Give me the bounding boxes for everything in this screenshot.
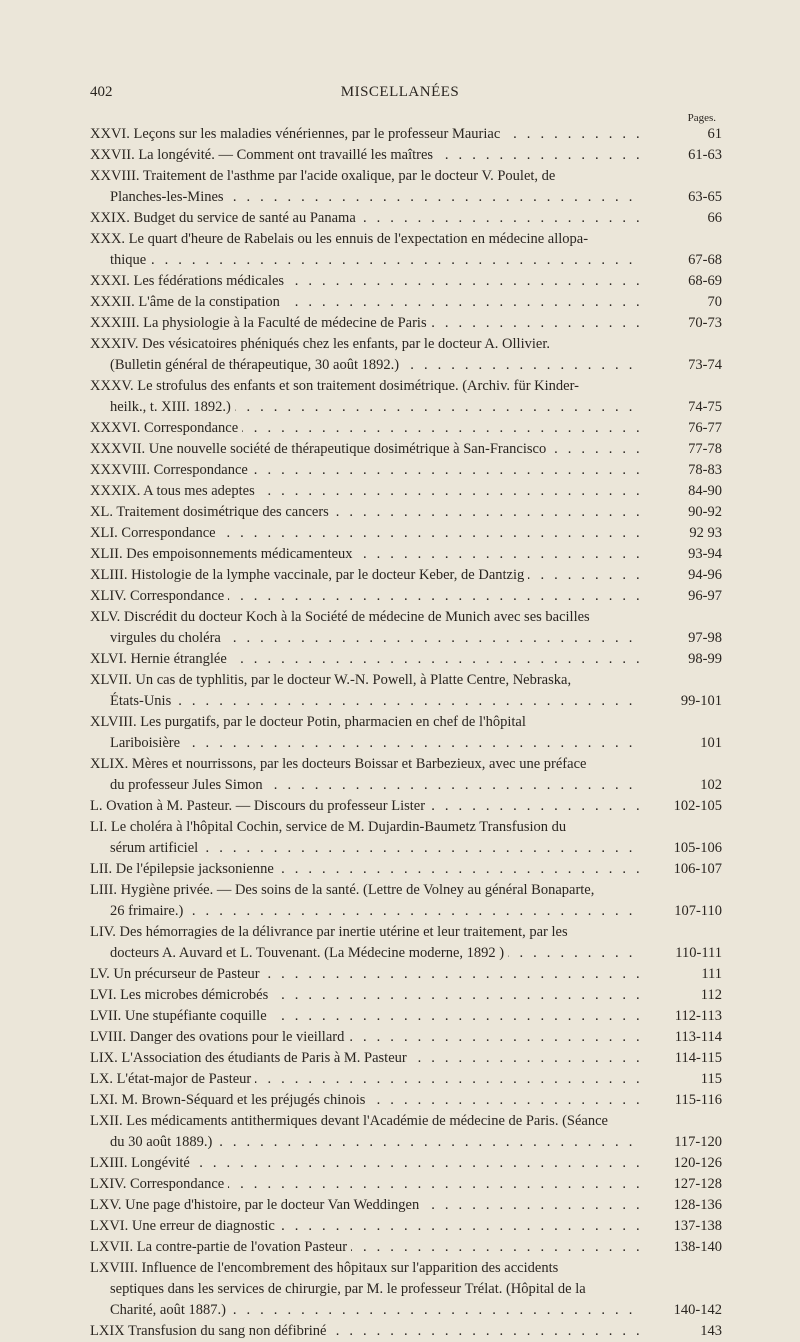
page-header (90, 84, 710, 108)
toc-entry (90, 460, 722, 481)
toc-entry-text: LII. De l'épilepsie jacksonienne (90, 861, 278, 877)
toc-entry (90, 754, 722, 796)
toc-entry (90, 859, 722, 880)
toc-entry-page: 107-110 (642, 901, 722, 922)
toc-entry-page: 94-96 (642, 565, 722, 586)
toc-entry (90, 166, 722, 208)
toc-entry-line (90, 649, 722, 670)
toc-entry-text: XXXIX. A tous mes adeptes (90, 483, 259, 499)
toc-entry-text: XXXIII. La physiologie à la Faculté de médecine de Paris (90, 315, 431, 331)
toc-entry-text: LXIII. Longévité (90, 1155, 194, 1171)
toc-entry (90, 1048, 722, 1069)
toc-entry-line (90, 922, 722, 943)
toc-entry (90, 502, 722, 523)
toc-entry-text: XXVIII. Traitement de l'asthme par l'acide oxalique, par le docteur V. Poulet, de (90, 168, 556, 184)
running-title: MISCELLANÉES (340, 84, 460, 100)
toc-entry-line (90, 208, 722, 229)
toc-entry-text: LVII. Une stupéfiante coquille (90, 1008, 271, 1024)
toc-entry-text: XL. Traitement dosimétrique des cancers (90, 504, 333, 520)
toc-entry-page: 113-114 (642, 1027, 722, 1048)
toc-entry-text: Charité, août 1887.) (110, 1302, 230, 1318)
toc-entry-line (90, 1090, 722, 1111)
toc-entry (90, 586, 722, 607)
toc-entry-text: XXX. Le quart d'heure de Rabelais ou les ennuis de l'expectation en médecine allopa- (90, 231, 589, 247)
toc-entry-page: 105-106 (642, 838, 722, 859)
toc-entry-line (90, 481, 722, 502)
toc-entry-text: XLIX. Mères et nourrissons, par les docteurs Boissar et Barbezieux, avec une préface (90, 756, 587, 772)
toc-entry-line (90, 523, 722, 544)
toc-entry-page: 90-92 (642, 502, 722, 523)
toc-entry-page: 70 (642, 292, 722, 313)
toc-entry-page: 66 (642, 208, 722, 229)
toc-entry-page: 140-142 (642, 1300, 722, 1321)
toc-entry (90, 271, 722, 292)
toc-entry-page: 77-78 (642, 439, 722, 460)
toc-entry-page: 99-101 (642, 691, 722, 712)
toc-entry-text: LXI. M. Brown-Séquard et les préjugés chinois (90, 1092, 369, 1108)
toc-entry (90, 796, 722, 817)
toc-entry-line (90, 1279, 722, 1300)
toc-entry (90, 145, 722, 166)
toc-entry (90, 1321, 722, 1342)
toc-entry-page: 101 (642, 733, 722, 754)
toc-entry-text: Planches-les-Mines (110, 189, 228, 205)
toc-entry-text: XXXVI. Correspondance (90, 420, 242, 436)
toc-entry (90, 292, 722, 313)
toc-entry-line (90, 502, 722, 523)
toc-entry-line (90, 1069, 722, 1090)
toc-entry (90, 1069, 722, 1090)
toc-entry (90, 1237, 722, 1258)
toc-entry-page: 115 (642, 1069, 722, 1090)
toc-entry-page: 93-94 (642, 544, 722, 565)
toc-entry (90, 565, 722, 586)
toc-entry-line (90, 355, 722, 376)
toc-entry-text: septiques dans les services de chirurgie, par M. le professeur Trélat. (Hôpital de la (110, 1281, 586, 1297)
toc-entry-text: XLVII. Un cas de typhlitis, par le docteur W.-N. Powell, à Platte Centre, Nebraska, (90, 672, 572, 688)
toc-entry-line (90, 670, 722, 691)
toc-entry-line (90, 1153, 722, 1174)
toc-entry-page: 61 (642, 124, 722, 145)
toc-entry-page: 70-73 (642, 313, 722, 334)
toc-entry-line (90, 439, 722, 460)
toc-entry-page: 127-128 (642, 1174, 722, 1195)
toc-entry-line (90, 1027, 722, 1048)
toc-entry-line (90, 292, 722, 313)
toc-entry-text: LXVII. La contre-partie de l'ovation Pasteur (90, 1239, 351, 1255)
toc-entry-line (90, 250, 722, 271)
toc-entry-text: LXII. Les médicaments antithermiques devant l'Académie de médecine de Paris. (Séance (90, 1113, 608, 1129)
toc-entry-line (90, 838, 722, 859)
toc-entry-line (90, 775, 722, 796)
toc-entry-page: 96-97 (642, 586, 722, 607)
toc-entry-line (90, 1006, 722, 1027)
toc-entry-text: (Bulletin général de thérapeutique, 30 août 1892.) (110, 357, 403, 373)
toc-entry-text: XXXII. L'âme de la constipation (90, 294, 284, 310)
toc-entry-page: 97-98 (642, 628, 722, 649)
toc-entry-line (90, 397, 722, 418)
toc-entry-line (90, 607, 722, 628)
toc-entry-text: XXVII. La longévité. — Comment ont travaillé les maîtres (90, 147, 437, 163)
toc-entry-page: 68-69 (642, 271, 722, 292)
toc-entry-page: 137-138 (642, 1216, 722, 1237)
toc-entry-page: 102-105 (642, 796, 722, 817)
toc-entry (90, 334, 722, 376)
toc-entry-page: 110-111 (642, 943, 722, 964)
toc-entry-line (90, 586, 722, 607)
toc-entry-text: LVI. Les microbes démicrobés (90, 987, 272, 1003)
toc-entry-page: 106-107 (642, 859, 722, 880)
toc-entry-page: 143 (642, 1321, 722, 1342)
toc-entry (90, 1090, 722, 1111)
toc-entry-line (90, 1132, 722, 1153)
toc-entry-page: 78-83 (642, 460, 722, 481)
toc-entry-text: heilk., t. XIII. 1892.) (110, 399, 235, 415)
toc-entry-line (90, 166, 722, 187)
toc-entry (90, 229, 722, 271)
toc-entry-text: LXV. Une page d'histoire, par le docteur Van Weddingen (90, 1197, 423, 1213)
toc-entry (90, 1258, 722, 1321)
toc-entry-text: du professeur Jules Simon (110, 777, 267, 793)
toc-entry-page: 84-90 (642, 481, 722, 502)
toc-entry-page: 98-99 (642, 649, 722, 670)
toc-entry (90, 985, 722, 1006)
toc-entry-line (90, 943, 722, 964)
pages-column-label: Pages. (687, 112, 716, 124)
toc-entry (90, 712, 722, 754)
toc-entry-text: LIX. L'Association des étudiants de Paris à M. Pasteur (90, 1050, 411, 1066)
toc-entry-page: 74-75 (642, 397, 722, 418)
toc-entry-line (90, 985, 722, 1006)
toc-entry-line (90, 229, 722, 250)
toc-entry-line (90, 460, 722, 481)
toc-entry-line (90, 376, 722, 397)
toc-entry-text: LXIX Transfusion du sang non défibriné (90, 1323, 330, 1339)
toc-entry-line (90, 754, 722, 775)
toc-entry-page: 138-140 (642, 1237, 722, 1258)
toc-entry-line (90, 124, 722, 145)
toc-entry-line (90, 1048, 722, 1069)
toc-entry-line (90, 1174, 722, 1195)
toc-entry (90, 1111, 722, 1153)
toc-entry-page: 76-77 (642, 418, 722, 439)
toc-entry-text: LXVI. Une erreur de diagnostic (90, 1218, 279, 1234)
toc-entry-page: 120-126 (642, 1153, 722, 1174)
toc-entry-line (90, 271, 722, 292)
toc-entry-text: LXVIII. Influence de l'encombrement des hôpitaux sur l'apparition des accidents (90, 1260, 559, 1276)
toc-entry-text: 26 frimaire.) (110, 903, 187, 919)
toc-entry-page: 128-136 (642, 1195, 722, 1216)
toc-entry-line (90, 901, 722, 922)
toc-entry (90, 880, 722, 922)
toc-entry (90, 1174, 722, 1195)
toc-entry-page: 92 93 (642, 523, 722, 544)
toc-entry-page: 61-63 (642, 145, 722, 166)
toc-entry-line (90, 859, 722, 880)
toc-entry (90, 544, 722, 565)
toc-entry-text: LX. L'état-major de Pasteur (90, 1071, 255, 1087)
toc-entry (90, 670, 722, 712)
toc-entry-line (90, 964, 722, 985)
toc-entry-text: XLVIII. Les purgatifs, par le docteur Potin, pharmacien en chef de l'hôpital (90, 714, 526, 730)
toc-entry (90, 124, 722, 145)
toc-entry-text: du 30 août 1889.) (110, 1134, 216, 1150)
toc-entry-page: 117-120 (642, 1132, 722, 1153)
toc-entry (90, 817, 722, 859)
toc-entry-line (90, 313, 722, 334)
toc-entry-text: XLV. Discrédit du docteur Koch à la Société de médecine de Munich avec ses bacilles (90, 609, 590, 625)
toc-entry-page: 102 (642, 775, 722, 796)
toc-entry (90, 964, 722, 985)
toc-entry-page: 115-116 (642, 1090, 722, 1111)
toc-entry-text: XLIII. Histologie de la lymphe vaccinale, par le docteur Keber, de Dantzig (90, 567, 528, 583)
toc-entry-line (90, 796, 722, 817)
table-of-contents (90, 124, 722, 1342)
toc-entry (90, 418, 722, 439)
toc-entry (90, 1006, 722, 1027)
toc-entry-text: XLIV. Correspondance (90, 588, 228, 604)
toc-entry-line (90, 1258, 722, 1279)
toc-entry-line (90, 418, 722, 439)
toc-entry-text: XLII. Des empoisonnements médicamenteux (90, 546, 357, 562)
toc-entry-text: XLVI. Hernie étranglée (90, 651, 231, 667)
toc-entry-text: Lariboisière (110, 735, 184, 751)
toc-entry-page: 67-68 (642, 250, 722, 271)
toc-entry-text: XXXVIII. Correspondance (90, 462, 252, 478)
toc-entry-line (90, 817, 722, 838)
toc-entry-text: LVIII. Danger des ovations pour le vieillard (90, 1029, 348, 1045)
toc-entry-line (90, 1216, 722, 1237)
toc-entry-text: États-Unis (110, 693, 175, 709)
toc-entry (90, 313, 722, 334)
toc-entry-text: XLI. Correspondance (90, 525, 220, 541)
toc-entry-line (90, 1237, 722, 1258)
toc-entry-line (90, 145, 722, 166)
toc-entry-line (90, 187, 722, 208)
toc-entry (90, 1195, 722, 1216)
toc-entry (90, 439, 722, 460)
toc-entry-line (90, 691, 722, 712)
toc-entry-line (90, 1321, 722, 1342)
toc-entry-text: L. Ovation à M. Pasteur. — Discours du professeur Lister (90, 798, 429, 814)
toc-entry (90, 607, 722, 649)
toc-entry (90, 1027, 722, 1048)
toc-entry (90, 208, 722, 229)
toc-entry (90, 376, 722, 418)
toc-entry (90, 1216, 722, 1237)
toc-entry-text: LI. Le choléra à l'hôpital Cochin, service de M. Dujardin-Baumetz Transfusion du (90, 819, 567, 835)
toc-entry-line (90, 544, 722, 565)
toc-entry-text: LV. Un précurseur de Pasteur (90, 966, 264, 982)
toc-entry-text: LIII. Hygiène privée. — Des soins de la santé. (Lettre de Volney au général Bonaparte, (90, 882, 595, 898)
toc-entry-page: 73-74 (642, 355, 722, 376)
toc-entry-page: 112 (642, 985, 722, 1006)
toc-entry-line (90, 712, 722, 733)
toc-entry-line (90, 628, 722, 649)
toc-entry-page: 114-115 (642, 1048, 722, 1069)
toc-entry-text: LIV. Des hémorragies de la délivrance par inertie utérine et leur traitement, par les (90, 924, 568, 940)
toc-entry-text: XXXV. Le strofulus des enfants et son traitement dosimétrique. (Archiv. für Kinder- (90, 378, 579, 394)
toc-entry (90, 481, 722, 502)
toc-entry-text: docteurs A. Auvard et L. Touvenant. (La Médecine moderne, 1892 ) (110, 945, 508, 961)
toc-entry-text: sérum artificiel (110, 840, 202, 856)
toc-entry-text: virgules du choléra (110, 630, 225, 646)
toc-entry-text: LXIV. Correspondance (90, 1176, 228, 1192)
toc-entry-text: XXXI. Les fédérations médicales (90, 273, 288, 289)
toc-entry-page: 63-65 (642, 187, 722, 208)
toc-entry-line (90, 1111, 722, 1132)
toc-entry-text: XXXVII. Une nouvelle société de thérapeutique dosimétrique à San-Francisco (90, 441, 550, 457)
toc-entry-line (90, 565, 722, 586)
page-number: 402 (90, 84, 113, 100)
toc-entry (90, 523, 722, 544)
toc-entry-text: XXIX. Budget du service de santé au Panama (90, 210, 360, 226)
toc-entry-page: 111 (642, 964, 722, 985)
toc-entry-text: XXXIV. Des vésicatoires phéniqués chez les enfants, par le docteur A. Ollivier. (90, 336, 550, 352)
toc-entry (90, 649, 722, 670)
toc-entry-line (90, 880, 722, 901)
toc-entry-line (90, 1195, 722, 1216)
toc-entry-page: 112-113 (642, 1006, 722, 1027)
toc-entry-text: XXVI. Leçons sur les maladies vénériennes, par le professeur Mauriac (90, 126, 504, 142)
toc-entry (90, 922, 722, 964)
toc-entry-line (90, 334, 722, 355)
toc-entry-line (90, 733, 722, 754)
toc-entry-line (90, 1300, 722, 1321)
toc-entry-text: thique (110, 252, 150, 268)
toc-entry (90, 1153, 722, 1174)
